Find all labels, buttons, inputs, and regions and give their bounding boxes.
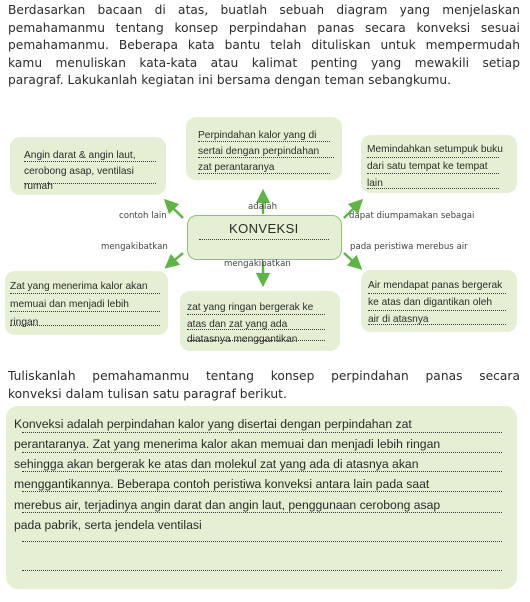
answer-line: Konveksi adalah perpindahan kalor yang disertai dengan perpindahan zat: [14, 417, 412, 431]
dotted-line: [187, 340, 325, 341]
label-dapat-diumpamakan: dapat diumpamakan sebagai: [349, 211, 475, 221]
dotted-line: [368, 310, 506, 311]
label-mengakibatkan-bottom: mengakibatkan: [224, 259, 291, 269]
label-adalah: adalah: [248, 202, 278, 212]
box-text: ringan: [10, 317, 39, 328]
instruction-line: paragraf. Lakukanlah kegiatan ini bersama dengan teman sebangkumu.: [8, 73, 452, 87]
dotted-line: [24, 161, 156, 162]
dotted-line: [187, 314, 325, 315]
answer-line: perantaranya. Zat yang menerima kalor akan memuai dan menjadi lebih ringan: [14, 437, 441, 451]
instruction-line: pemahamanmu. Beberapa kata bantu telah dituliskan untuk mempermudah: [8, 38, 520, 52]
dotted-line: [198, 173, 330, 174]
label-mengakibatkan-left: mengakibatkan: [101, 242, 168, 252]
answer-line: pada pabrik, serta jendela ventilasi: [14, 518, 202, 532]
box-text: Memindahkan setumpuk buku: [367, 144, 503, 155]
box-text: rumah: [24, 181, 53, 192]
instruction-line: pemahamanmu tentang konsep perpindahan panas secara konveksi sesuai: [8, 20, 520, 35]
box-text: Air mendapat panas bergerak: [368, 280, 503, 291]
answer-dotted-line: [22, 541, 502, 542]
dotted-line: [198, 141, 330, 142]
arrow-down-left: [170, 253, 183, 264]
instruction-line: kamu menuliskan kata-kata atau kalimat penting yang mewakili setiap: [8, 55, 520, 70]
box-text: sertai dengan perpindahan: [198, 146, 320, 157]
arrow-up-left: [169, 204, 183, 218]
box-text: memuai dan menjadi lebih: [10, 299, 129, 310]
answer-dotted-line: [22, 471, 502, 472]
dotted-line: [368, 324, 506, 325]
dotted-line: [368, 293, 506, 294]
box-text: cerobong asap, ventilasi: [24, 166, 134, 177]
center-title: KONVEKSI: [229, 221, 299, 236]
box-text: zat perantaranya: [198, 162, 275, 173]
dotted-line: [198, 157, 334, 158]
answer-dotted-line: [22, 432, 502, 433]
label-contoh-lain: contoh lain: [119, 211, 167, 221]
box-text: atas dan zat yang ada: [187, 319, 288, 330]
arrow-down-right: [344, 253, 357, 265]
instruction-line: konveksi dalam tulisan satu paragraf berikut.: [8, 386, 287, 401]
box-text: diatasnya menggantikan: [187, 334, 298, 345]
dotted-line: [10, 293, 160, 294]
dotted-line: [367, 173, 499, 174]
box-text: zat yang ringan bergerak ke: [187, 302, 314, 313]
answer-dotted-line: [22, 512, 502, 513]
answer-dotted-line: [22, 452, 502, 453]
dotted-line: [10, 311, 160, 312]
box-text: air di atasnya: [368, 314, 429, 325]
dotted-line: [367, 157, 499, 158]
box-text: Angin darat & angin laut,: [24, 150, 136, 161]
answer-dotted-line: [22, 491, 502, 492]
dotted-line: [10, 325, 160, 326]
instruction-line: Tuliskanlah pemahamanmu tentang konsep perpindahan panas secara: [8, 369, 520, 383]
label-pada-peristiwa: pada peristiwa merebus air: [350, 242, 468, 252]
answer-line: sehingga akan bergerak ke atas dan molekul zat yang ada di atasnya akan: [14, 457, 419, 471]
box-text: ke atas dan digantikan oleh: [368, 297, 493, 308]
answer-dotted-line: [22, 570, 502, 571]
dotted-line: [367, 188, 499, 189]
box-text: Perpindahan kalor yang di: [198, 130, 317, 141]
box-text: lain: [367, 178, 383, 189]
instruction-paragraph-2: [8, 368, 520, 403]
dotted-line: [187, 329, 325, 330]
instruction-line: Berdasarkan bacaan di atas, buatlah sebuah diagram yang menjelaskan: [8, 3, 520, 17]
box-text: dari satu tempat ke tempat: [367, 161, 488, 172]
box-text: Zat yang menerima kalor akan: [10, 281, 148, 292]
dotted-line: [199, 239, 329, 240]
answer-line: merebus air, terjadinya angin darat dan angin laut, penggunaan cerobong asap: [14, 498, 441, 512]
answer-line: menggantikannya. Beberapa contoh peristiwa konveksi antara lain pada saat: [14, 477, 430, 491]
dotted-line: [24, 183, 156, 184]
